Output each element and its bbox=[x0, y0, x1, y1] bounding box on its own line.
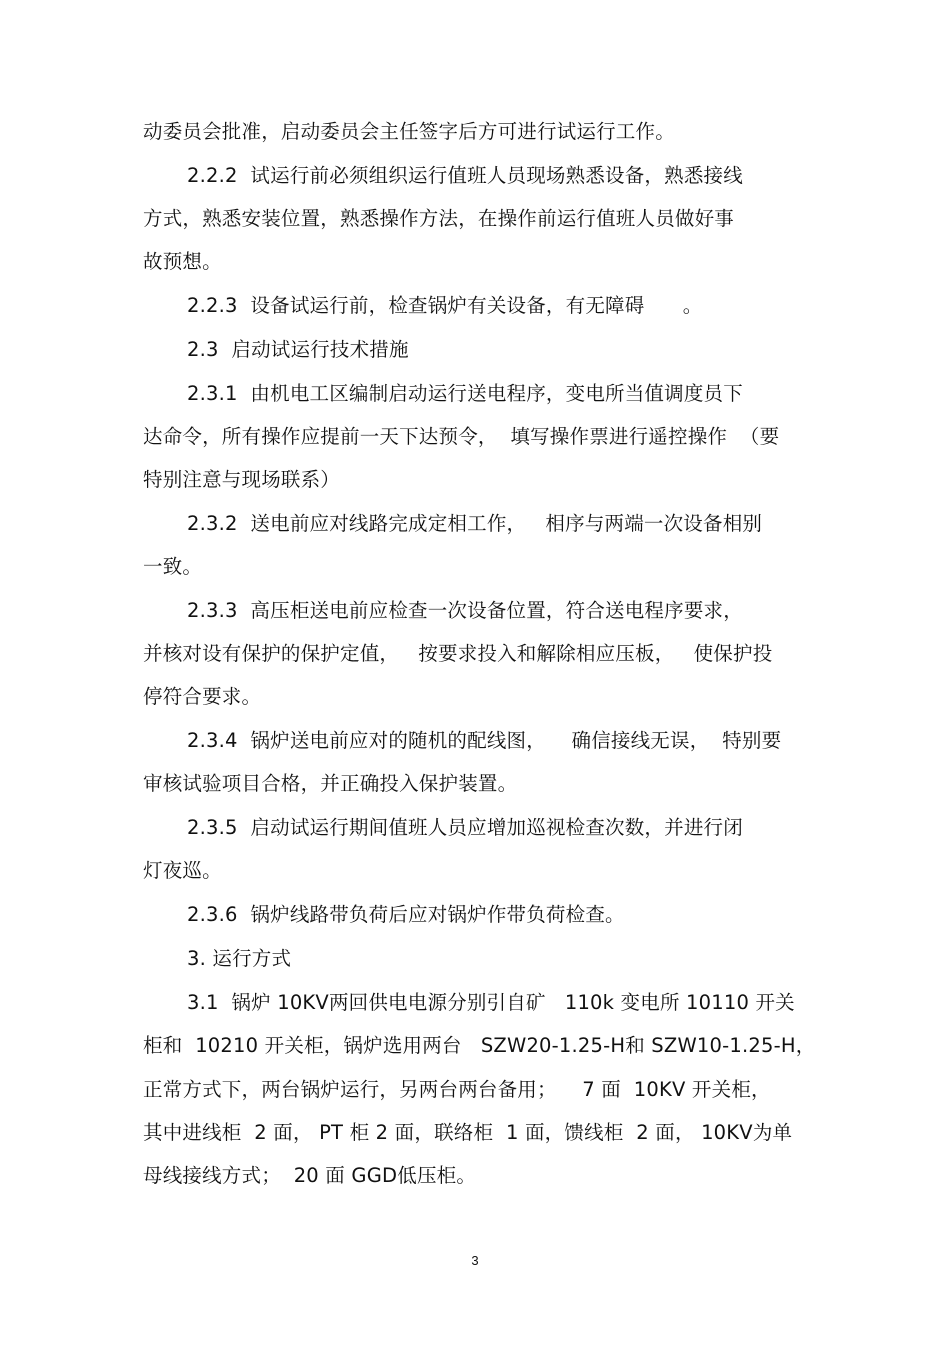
section-heading: 3. 运行方式 bbox=[187, 947, 292, 970]
text-line: 2.3.6 锅炉线路带负荷后应对锅炉作带负荷检查。 bbox=[187, 903, 625, 926]
text-line: 其中进线柜 2 面， PT 柜 2 面，联络柜 1 面，馈线柜 2 面， 10KV为单 bbox=[143, 1121, 793, 1144]
text-line: 2.3.4 锅炉送电前应对的随机的配线图， 确信接线无误， 特别要 bbox=[187, 729, 782, 752]
text-line: 柜和 10210 开关柜，锅炉选用两台 SZW20-1.25-H和 SZW10-1.25-H， bbox=[143, 1034, 816, 1057]
text-line: 正常方式下，两台锅炉运行，另两台两台备用； 7 面 10KV 开关柜， bbox=[143, 1078, 771, 1101]
text-line: 方式，熟悉安装位置，熟悉操作方法，在操作前运行值班人员做好事 bbox=[143, 207, 735, 230]
text-line: 母线接线方式； 20 面 GGD低压柜。 bbox=[143, 1164, 477, 1187]
text-line: 灯夜巡。 bbox=[143, 859, 222, 882]
text-line: 停符合要求。 bbox=[143, 685, 262, 708]
text-line: 2.2.3 设备试运行前，检查锅炉有关设备，有无障碍 。 bbox=[187, 294, 703, 317]
text-line: 2.3.5 启动试运行期间值班人员应增加巡视检查次数，并进行闭 bbox=[187, 816, 743, 839]
text-line: 2.3.3 高压柜送电前应检查一次设备位置，符合送电程序要求， bbox=[187, 599, 743, 622]
page-number: 3 bbox=[471, 1253, 479, 1268]
text-line: 故预想。 bbox=[143, 250, 222, 273]
text-line: 2.3.2 送电前应对线路完成定相工作， 相序与两端一次设备相别 bbox=[187, 512, 763, 535]
text-line: 3.1 锅炉 10KV两回供电电源分别引自矿 110k 变电所 10110 开关 bbox=[187, 991, 795, 1014]
text-line: 2.2.2 试运行前必须组织运行值班人员现场熟悉设备，熟悉接线 bbox=[187, 164, 743, 187]
text-line: 动委员会批准，启动委员会主任签字后方可进行试运行工作。 bbox=[143, 120, 675, 143]
text-line: 并核对设有保护的保护定值， 按要求投入和解除相应压板， 使保护投 bbox=[143, 642, 773, 665]
text-line: 达命令，所有操作应提前一天下达预令， 填写操作票进行遥控操作 （要 bbox=[143, 425, 780, 448]
text-line: 2.3.1 由机电工区编制启动运行送电程序，变电所当值调度员下 bbox=[187, 382, 743, 405]
section-heading: 2.3 启动试运行技术措施 bbox=[187, 338, 409, 361]
text-line: 特别注意与现场联系） bbox=[143, 468, 341, 491]
text-line: 一致。 bbox=[143, 555, 203, 578]
text-line: 审核试验项目合格，并正确投入保护装置。 bbox=[143, 772, 518, 795]
